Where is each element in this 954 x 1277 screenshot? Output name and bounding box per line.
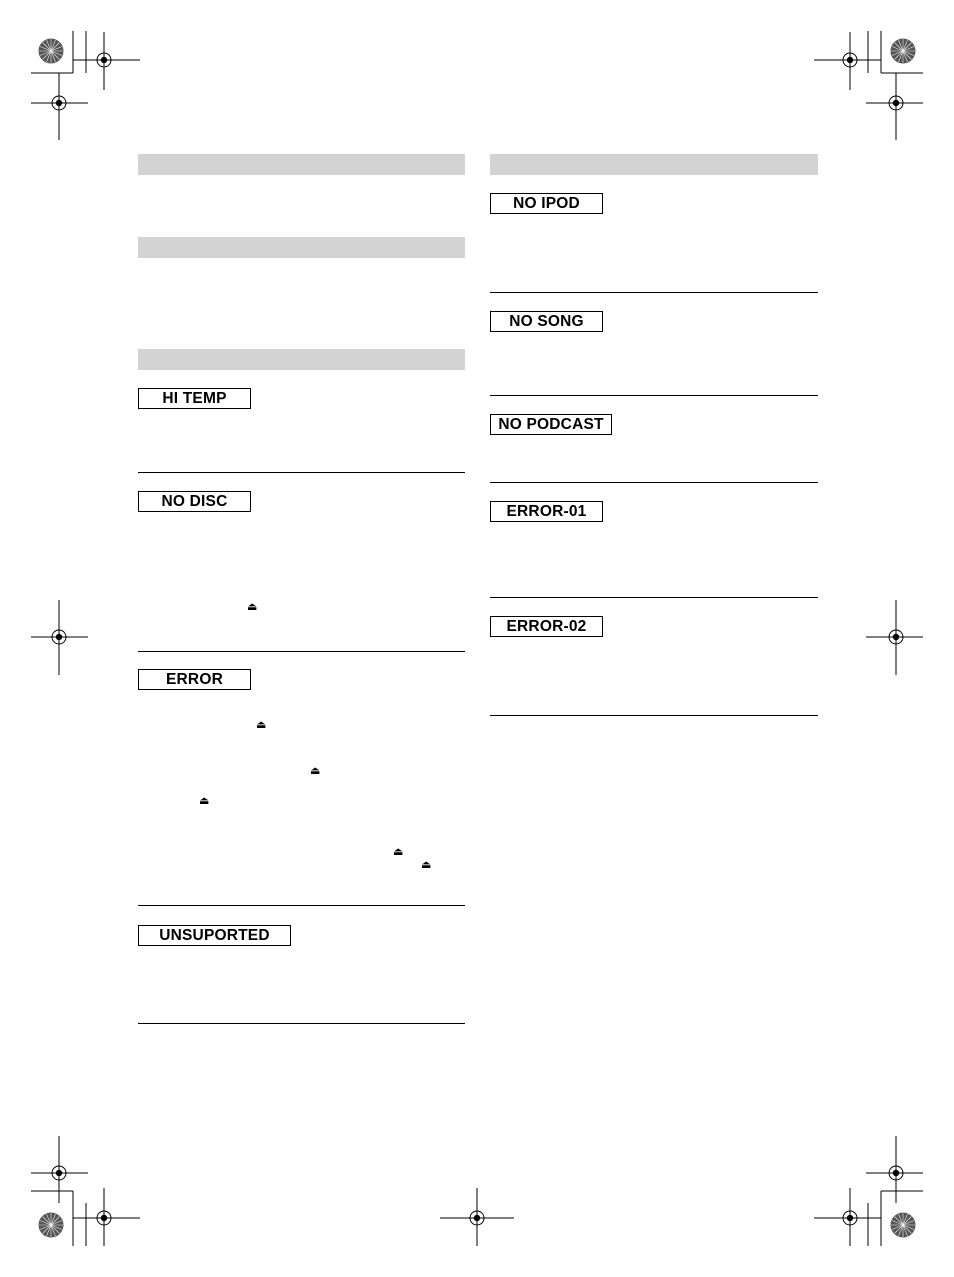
section-header-bar <box>138 349 465 370</box>
section-header-bar <box>138 237 465 258</box>
star-target-icon <box>39 1213 64 1238</box>
star-target-icon <box>891 1213 916 1238</box>
divider-rule <box>490 597 818 598</box>
divider-rule <box>138 1023 465 1024</box>
eject-icon: ⏏ <box>256 719 267 731</box>
divider-rule <box>490 715 818 716</box>
section-header-bar <box>138 154 465 175</box>
code-no-podcast: NO PODCAST <box>490 414 612 435</box>
star-target-icon <box>39 39 64 64</box>
eject-icon: ⏏ <box>310 765 321 777</box>
divider-rule <box>138 651 465 652</box>
divider-rule <box>490 292 818 293</box>
star-target-icon <box>891 39 916 64</box>
code-error-02: ERROR-02 <box>490 616 603 637</box>
code-no-song: NO SONG <box>490 311 603 332</box>
code-error: ERROR <box>138 669 251 690</box>
code-no-ipod: NO IPOD <box>490 193 603 214</box>
divider-rule <box>138 472 465 473</box>
code-error-01: ERROR-01 <box>490 501 603 522</box>
code-hi-temp: HI TEMP <box>138 388 251 409</box>
eject-icon: ⏏ <box>199 795 210 807</box>
divider-rule <box>138 905 465 906</box>
eject-icon: ⏏ <box>393 846 404 858</box>
code-no-disc: NO DISC <box>138 491 251 512</box>
divider-rule <box>490 482 818 483</box>
divider-rule <box>490 395 818 396</box>
eject-icon: ⏏ <box>421 859 432 871</box>
code-unsuported: UNSUPORTED <box>138 925 291 946</box>
section-header-bar <box>490 154 818 175</box>
eject-icon: ⏏ <box>247 601 258 613</box>
